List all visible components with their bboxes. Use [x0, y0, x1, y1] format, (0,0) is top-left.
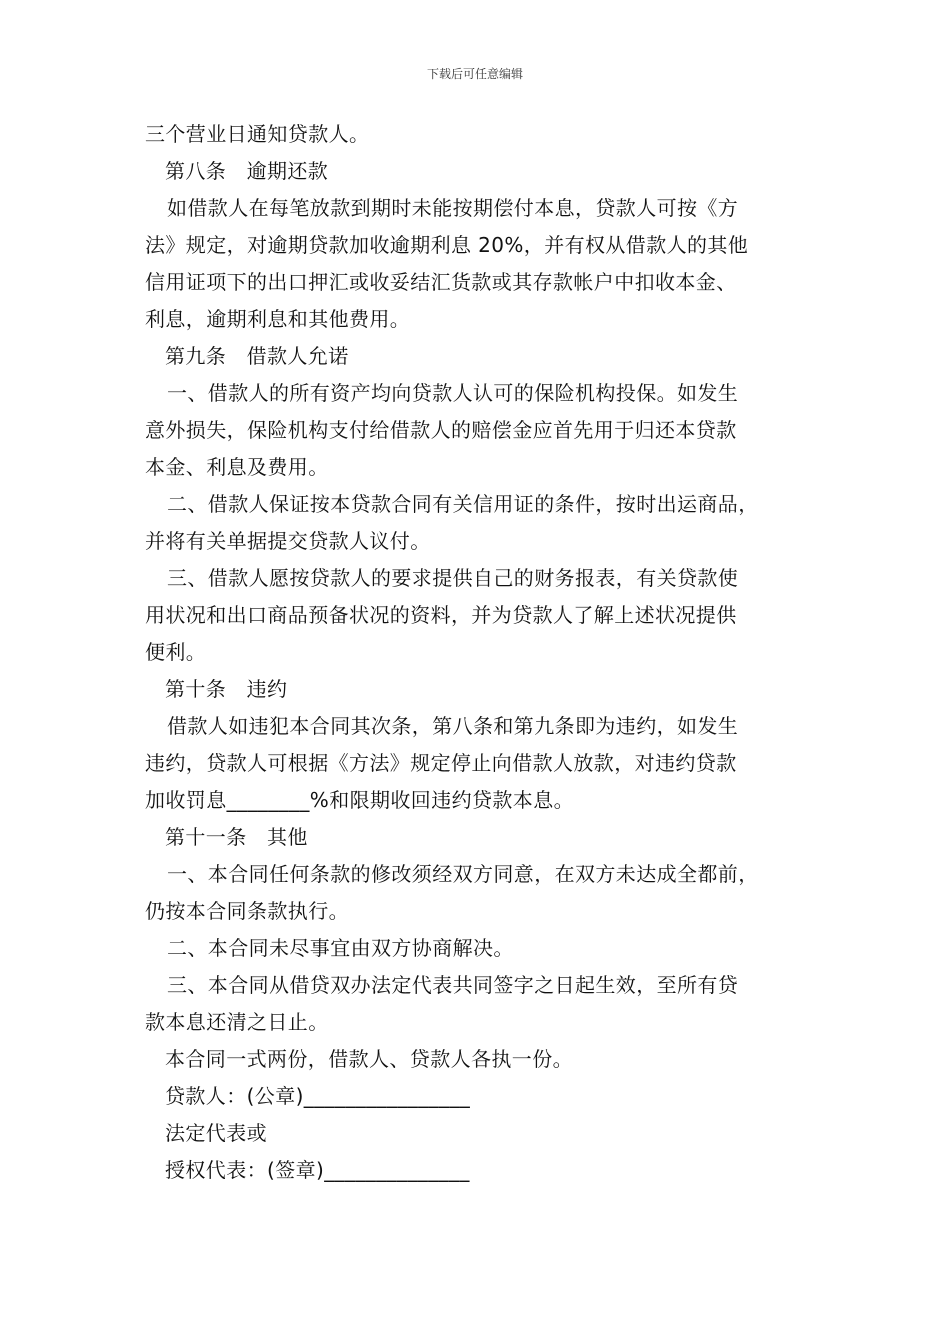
document-body	[145, 116, 825, 1189]
text-line: 并将有关单据提交贷款人议付。	[145, 529, 431, 553]
text-line: 法》规定，对逾期贷款加收逾期利息 20%，并有权从借款人的其他	[145, 233, 749, 257]
text-line: 便利。	[145, 640, 207, 664]
clause-line: 贷款人：(公章)________________	[165, 1084, 471, 1108]
clause-line: 第八条 逾期还款	[165, 159, 329, 183]
text-line: 三个营业日通知贷款人。	[145, 122, 370, 146]
clause-line: 授权代表：(签章)______________	[165, 1158, 470, 1182]
text-line: 款本息还清之日止。	[145, 1010, 329, 1034]
text-line: 如借款人在每笔放款到期时未能按期偿付本息，贷款人可按《方	[167, 196, 739, 220]
clause-line: 第十一条 其他	[165, 825, 308, 849]
text-line: 二、借款人保证按本贷款合同有关信用证的条件，按时出运商品，	[167, 492, 759, 516]
page-header: 下载后可任意编辑	[426, 67, 523, 81]
text-line: 加收罚息________%和限期收回违约贷款本息。	[145, 788, 575, 812]
text-line: 利息，逾期利息和其他费用。	[145, 307, 411, 331]
text-line: 违约，贷款人可根据《方法》规定停止向借款人放款，对违约贷款	[145, 751, 737, 775]
text-line: 三、本合同从借贷双办法定代表共同签字之日起生效，至所有贷	[167, 973, 739, 997]
text-line: 本金、利息及费用。	[145, 455, 329, 479]
text-line: 三、借款人愿按贷款人的要求提供自己的财务报表，有关贷款使	[167, 566, 739, 590]
text-line: 用状况和出口商品预备状况的资料，并为贷款人了解上述状况提供	[145, 603, 737, 627]
text-line: 信用证项下的出口押汇或收妥结汇货款或其存款帐户中扣收本金、	[145, 270, 737, 294]
text-line: 二、本合同未尽事宜由双方协商解决。	[167, 936, 514, 960]
text-line: 意外损失，保险机构支付给借款人的赔偿金应首先用于归还本贷款	[145, 418, 737, 442]
text-line: 仍按本合同条款执行。	[145, 899, 349, 923]
clause-line: 第十条 违约	[165, 677, 288, 701]
text-line: 一、本合同任何条款的修改须经双方同意，在双方未达成全都前，	[167, 862, 759, 886]
clause-line: 第九条 借款人允诺	[165, 344, 349, 368]
text-line: 一、借款人的所有资产均向贷款人认可的保险机构投保。如发生	[167, 381, 739, 405]
clause-line: 法定代表或	[165, 1121, 267, 1145]
clause-line: 本合同一式两份，借款人、贷款人各执一份。	[165, 1047, 573, 1071]
text-line: 借款人如违犯本合同其次条，第八条和第九条即为违约，如发生	[167, 714, 739, 738]
